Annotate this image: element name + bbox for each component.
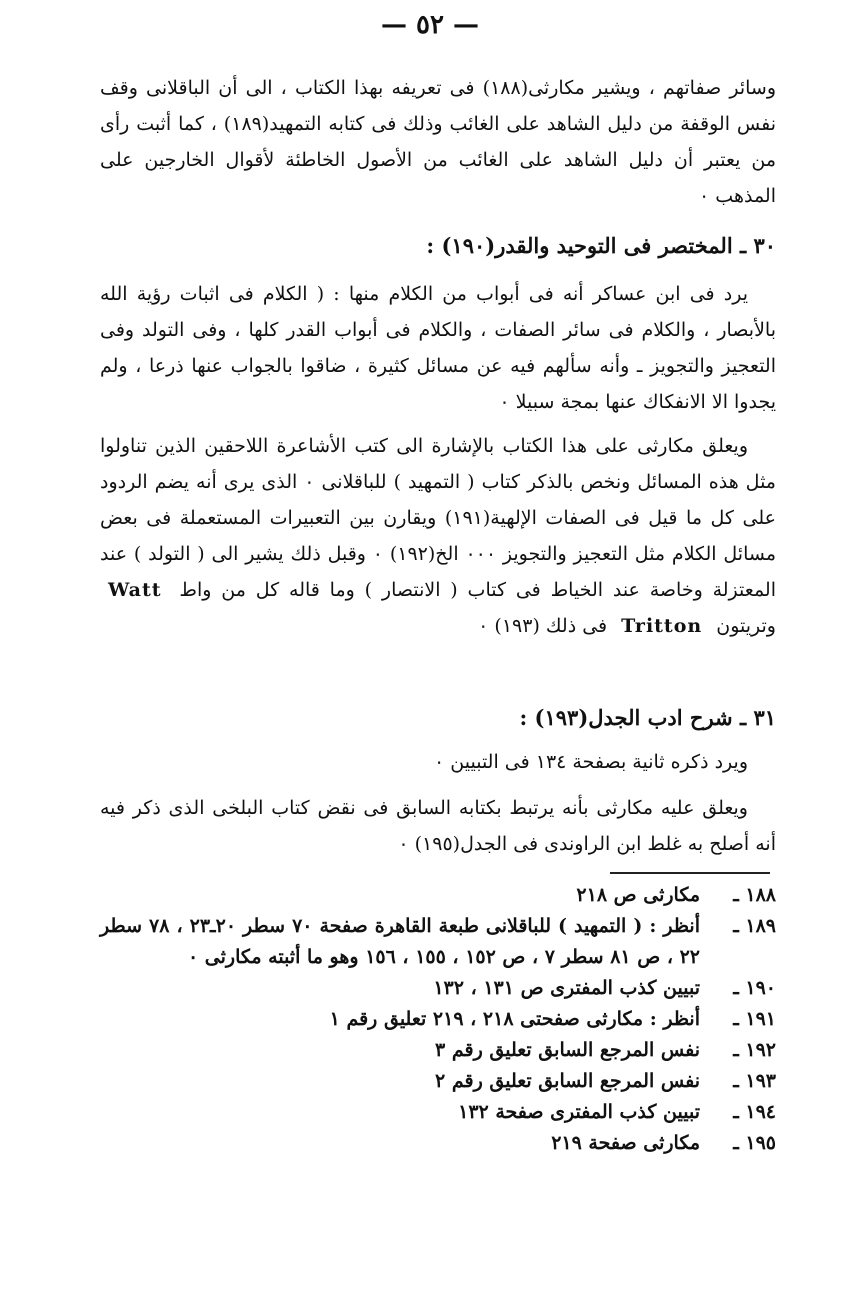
footnote-text: مكارثى صفحة ٢١٩ (551, 1132, 700, 1154)
footnote-194 (100, 1097, 776, 1128)
arabic-name-tritton: وتريتون (716, 615, 776, 637)
footnote-193 (100, 1066, 776, 1097)
footnote-190 (100, 973, 776, 1004)
paragraph-mccarthy-end: فى ذلك (١٩٣) ٠ (478, 615, 608, 637)
paragraph-balkhi: ويعلق عليه مكارثى بأنه يرتبط بكتابه السابق فى نقض كتاب البلخى الذى ذكر فيه أنه أصلح به غلط ابن الراوندى فى الجدل(١٩٥) ٠ (100, 797, 776, 855)
section-31-heading-block (100, 700, 776, 736)
footnote-189 (100, 911, 776, 973)
paragraph-mccarthy-comment (100, 428, 776, 644)
footnote-188 (100, 880, 776, 911)
footnote-number: ١٩١ ـ (733, 1008, 776, 1030)
footnote-192 (100, 1035, 776, 1066)
footnote-text: تبيين كذب المفترى ص ١٣١ ، ١٣٢ (433, 977, 700, 999)
footnote-text: نفس المرجع السابق تعليق رقم ٣ (435, 1039, 700, 1061)
footnote-195 (100, 1128, 776, 1159)
paragraph-balkhi-block (100, 790, 776, 862)
footnote-number: ١٨٩ ـ (733, 915, 776, 937)
latin-name-tritton: Tritton (621, 615, 703, 637)
footnote-text: نفس المرجع السابق تعليق رقم ٢ (435, 1070, 700, 1092)
paragraph-tabyin-block (100, 744, 776, 780)
footnote-text: أنظر : مكارثى صفحتى ٢١٨ ، ٢١٩ تعليق رقم ١ (329, 1008, 700, 1030)
paragraph-ibn-asakir-block (100, 276, 776, 420)
footnote-number: ١٩٣ ـ (733, 1070, 776, 1092)
footnote-number: ١٩٢ ـ (733, 1039, 776, 1061)
footnotes (100, 880, 776, 1159)
footnote-number: ١٩٥ ـ (733, 1132, 776, 1154)
section-30-heading-block (100, 228, 776, 264)
paragraph-mccarthy-block (100, 428, 776, 644)
footnote-text: تبيين كذب المفترى صفحة ١٣٢ (458, 1101, 700, 1123)
footnote-number: ١٩٠ ـ (733, 977, 776, 999)
paragraph-intro-block (100, 70, 776, 214)
section-31-heading: ٣١ ـ شرح ادب الجدل(١٩٣) : (519, 705, 776, 730)
footnote-191 (100, 1004, 776, 1035)
paragraph-tabyin: ويرد ذكره ثانية بصفحة ١٣٤ فى التبيين ٠ (434, 751, 748, 773)
latin-name-watt: Watt (108, 579, 162, 601)
paragraph-mccarthy-text: ويعلق مكارثى على هذا الكتاب بالإشارة الى كتب الأشاعرة اللاحقين الذين تناولوا مثل هذه المسائل ونخص بالذكر كتاب ( التمهيد ) للباقلانى ٠ الذى يرى أنه يضم الردود على كل ما قيل فى الصفات الإلهية(١٩١) ويقارن بين التعبيرات المستعملة فى بعض مسائل الكلام مثل التعجيز والتجويز ٠٠٠ الخ(١٩٢) ٠ وقبل ذلك يشير الى ( التولد ) عند المعتزلة وخاصة عند الخياط فى كتاب ( الانتصار ) وما قاله كل من واط (100, 435, 776, 601)
footnote-text: مكارثى ص ٢١٨ (576, 884, 700, 906)
footnote-number: ١٩٤ ـ (733, 1101, 776, 1123)
paragraph-intro: وسائر صفاتهم ، ويشير مكارثى(١٨٨) فى تعريفه بهذا الكتاب ، الى أن الباقلانى وقف نفس الوقفة من دليل الشاهد على الغائب وذلك فى كتابه التمهيد(١٨٩) ، كما أثبت رأى من يعتبر أن دليل الشاهد على الغائب من الأصول الخاطئة لأقوال الخارجين على المذهب ٠ (100, 77, 776, 207)
footnote-number: ١٨٨ ـ (733, 884, 776, 906)
section-30-heading: ٣٠ ـ المختصر فى التوحيد والقدر(١٩٠) : (426, 233, 776, 258)
paragraph-ibn-asakir: يرد فى ابن عساكر أنه فى أبواب من الكلام منها : ( الكلام فى اثبات رؤية الله بالأبصار ، والكلام فى سائر الصفات ، والكلام فى أبواب القدر كلها ، وفى التولد وفى التعجيز والتجويز ـ وأنه سألهم فيه عن مسائل كثيرة ، ضاقوا بالجواب عنها ذرعا ، ولم يجدوا الا الانفكاك عنها بمجة سبيلا ٠ (100, 283, 776, 413)
footnote-text: أنظر : ( التمهيد ) للباقلانى طبعة القاهرة صفحة ٧٠ سطر ٢٠ـ٢٣ ، ٧٨ سطر ٢٢ ، ص ٨١ سطر ٧ ، ص ١٥٢ ، ١٥٥ ، ١٥٦ وهو ما أثبته مكارثى ٠ (100, 915, 700, 968)
page-number: — ٥٢ — (380, 10, 480, 40)
footnote-divider (610, 872, 770, 874)
